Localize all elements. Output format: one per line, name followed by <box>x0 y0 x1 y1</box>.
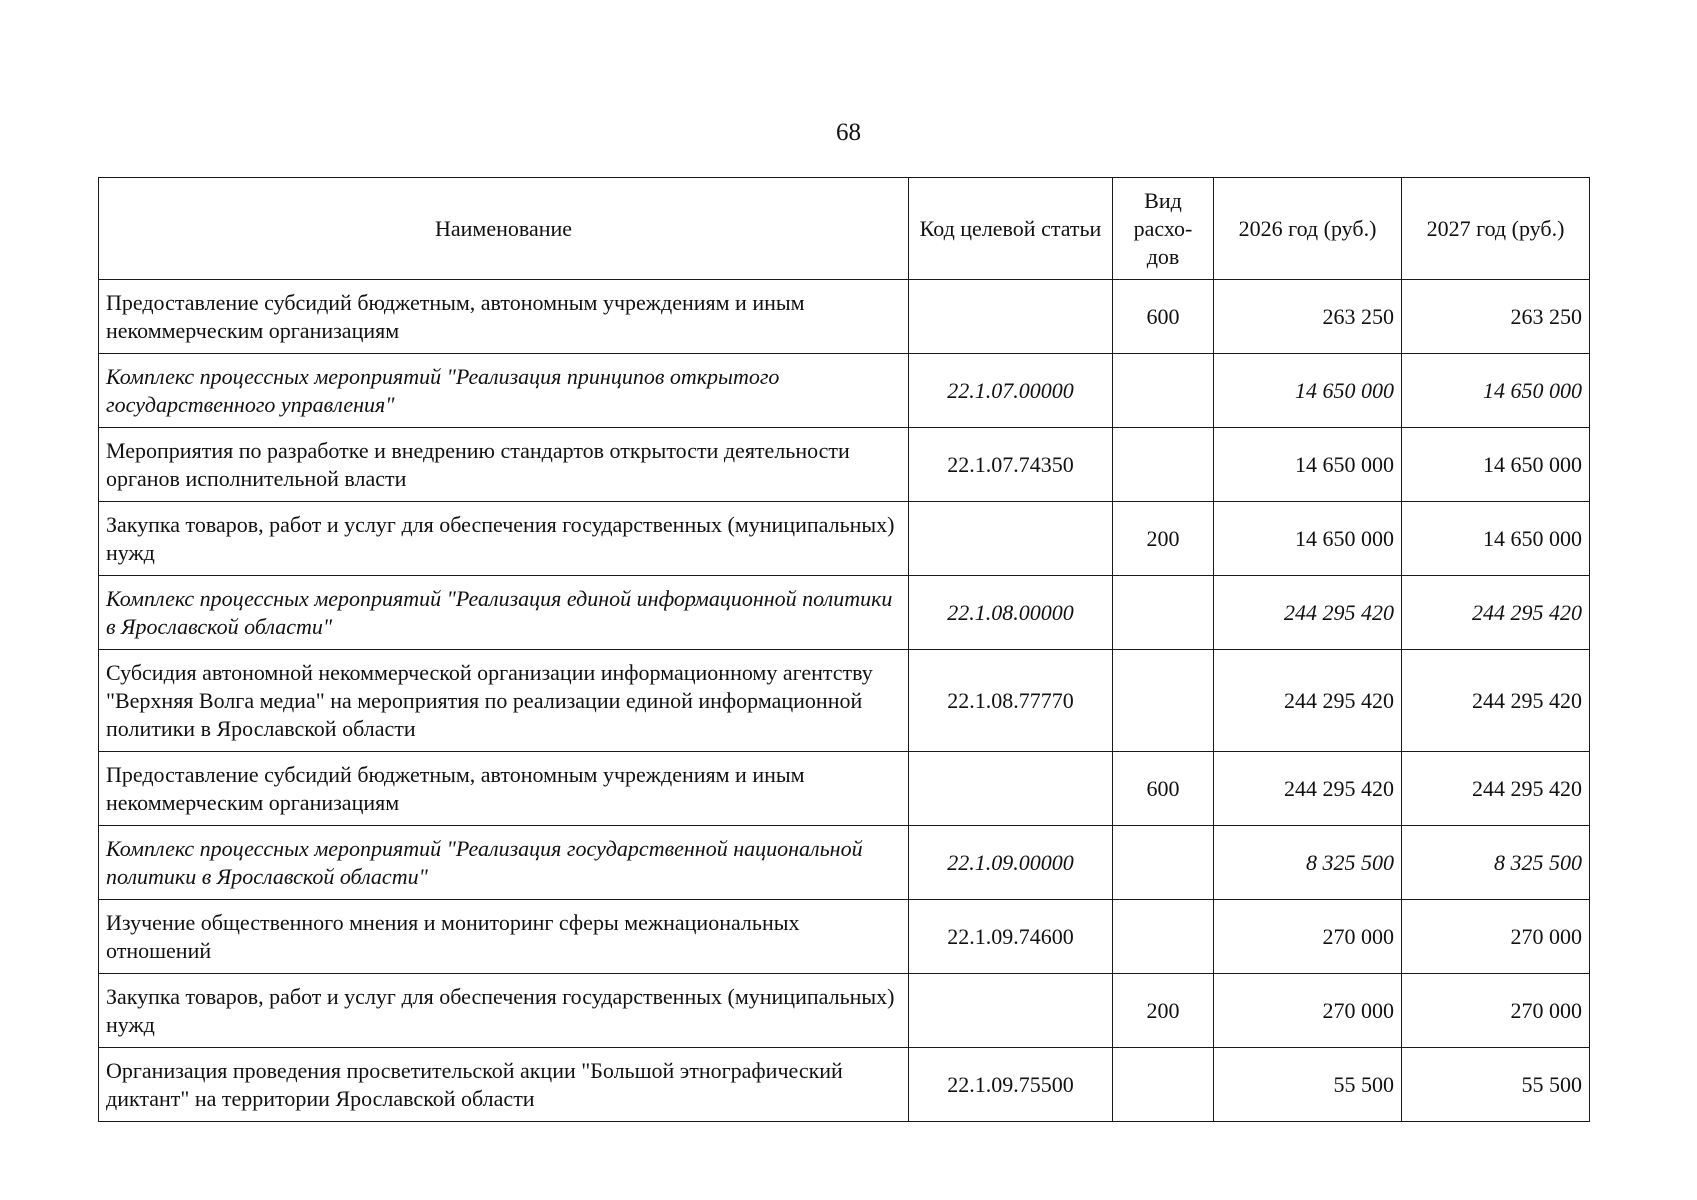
header-code: Код целевой статьи <box>909 178 1113 280</box>
row-amount-2026: 8 325 500 <box>1214 826 1402 900</box>
row-amount-2026: 14 650 000 <box>1214 354 1402 428</box>
table-header-row <box>99 178 1590 280</box>
row-code: 22.1.08.00000 <box>909 576 1113 650</box>
row-name: Комплекс процессных мероприятий "Реализация принципов открытого государственного управления" <box>99 354 909 428</box>
row-amount-2027: 8 325 500 <box>1402 826 1590 900</box>
row-code <box>909 502 1113 576</box>
row-amount-2026: 244 295 420 <box>1214 752 1402 826</box>
table-row <box>99 826 1590 900</box>
row-name: Комплекс процессных мероприятий "Реализация единой информационной политики в Ярославской области" <box>99 576 909 650</box>
page-number: 68 <box>836 119 861 146</box>
row-amount-2026: 270 000 <box>1214 900 1402 974</box>
row-amount-2026: 263 250 <box>1214 280 1402 354</box>
row-name: Комплекс процессных мероприятий "Реализация государственной национальной политики в Ярославской области" <box>99 826 909 900</box>
table-row <box>99 650 1590 752</box>
table-row <box>99 502 1590 576</box>
row-code: 22.1.08.77770 <box>909 650 1113 752</box>
row-amount-2027: 244 295 420 <box>1402 752 1590 826</box>
row-code <box>909 752 1113 826</box>
header-2027: 2027 год (руб.) <box>1402 178 1590 280</box>
row-code: 22.1.09.75500 <box>909 1048 1113 1122</box>
row-amount-2026: 244 295 420 <box>1214 650 1402 752</box>
table-row <box>99 974 1590 1048</box>
row-amount-2026: 244 295 420 <box>1214 576 1402 650</box>
row-code <box>909 974 1113 1048</box>
row-amount-2026: 14 650 000 <box>1214 428 1402 502</box>
row-amount-2027: 14 650 000 <box>1402 428 1590 502</box>
table-row <box>99 354 1590 428</box>
row-kind: 600 <box>1113 752 1214 826</box>
row-kind <box>1113 1048 1214 1122</box>
row-name: Организация проведения просветительской акции "Большой этнографический диктант" на территории Ярославской области <box>99 1048 909 1122</box>
row-amount-2027: 263 250 <box>1402 280 1590 354</box>
row-code: 22.1.09.00000 <box>909 826 1113 900</box>
row-name: Изучение общественного мнения и мониторинг сферы межнациональных отношений <box>99 900 909 974</box>
row-code: 22.1.07.00000 <box>909 354 1113 428</box>
budget-table <box>98 177 1590 1122</box>
row-amount-2027: 14 650 000 <box>1402 354 1590 428</box>
row-kind: 200 <box>1113 502 1214 576</box>
row-kind <box>1113 354 1214 428</box>
row-amount-2027: 14 650 000 <box>1402 502 1590 576</box>
row-kind <box>1113 650 1214 752</box>
row-name: Предоставление субсидий бюджетным, автономным учреждениям и иным некоммерческим организациям <box>99 752 909 826</box>
row-code: 22.1.07.74350 <box>909 428 1113 502</box>
row-amount-2026: 14 650 000 <box>1214 502 1402 576</box>
header-name: Наименование <box>99 178 909 280</box>
table-row <box>99 1048 1590 1122</box>
row-amount-2026: 270 000 <box>1214 974 1402 1048</box>
row-amount-2027: 270 000 <box>1402 974 1590 1048</box>
table-row <box>99 280 1590 354</box>
header-2026: 2026 год (руб.) <box>1214 178 1402 280</box>
row-amount-2027: 244 295 420 <box>1402 650 1590 752</box>
row-name: Закупка товаров, работ и услуг для обеспечения государственных (муниципальных) нужд <box>99 974 909 1048</box>
row-kind <box>1113 900 1214 974</box>
row-name: Закупка товаров, работ и услуг для обеспечения государственных (муниципальных) нужд <box>99 502 909 576</box>
row-amount-2026: 55 500 <box>1214 1048 1402 1122</box>
header-kind: Вид расхо- дов <box>1113 178 1214 280</box>
row-name: Предоставление субсидий бюджетным, автономным учреждениям и иным некоммерческим организациям <box>99 280 909 354</box>
table-row <box>99 900 1590 974</box>
row-kind <box>1113 576 1214 650</box>
table-row <box>99 576 1590 650</box>
row-amount-2027: 270 000 <box>1402 900 1590 974</box>
row-code <box>909 280 1113 354</box>
table-row <box>99 428 1590 502</box>
row-kind <box>1113 428 1214 502</box>
row-kind: 200 <box>1113 974 1214 1048</box>
row-name: Мероприятия по разработке и внедрению стандартов открытости деятельности органов исполнительной власти <box>99 428 909 502</box>
table-row <box>99 752 1590 826</box>
row-amount-2027: 55 500 <box>1402 1048 1590 1122</box>
row-kind: 600 <box>1113 280 1214 354</box>
row-code: 22.1.09.74600 <box>909 900 1113 974</box>
row-kind <box>1113 826 1214 900</box>
row-name: Субсидия автономной некоммерческой организации информационному агентству "Верхняя Волга медиа" на мероприятия по реализации единой информационной политики в Ярославской области <box>99 650 909 752</box>
row-amount-2027: 244 295 420 <box>1402 576 1590 650</box>
